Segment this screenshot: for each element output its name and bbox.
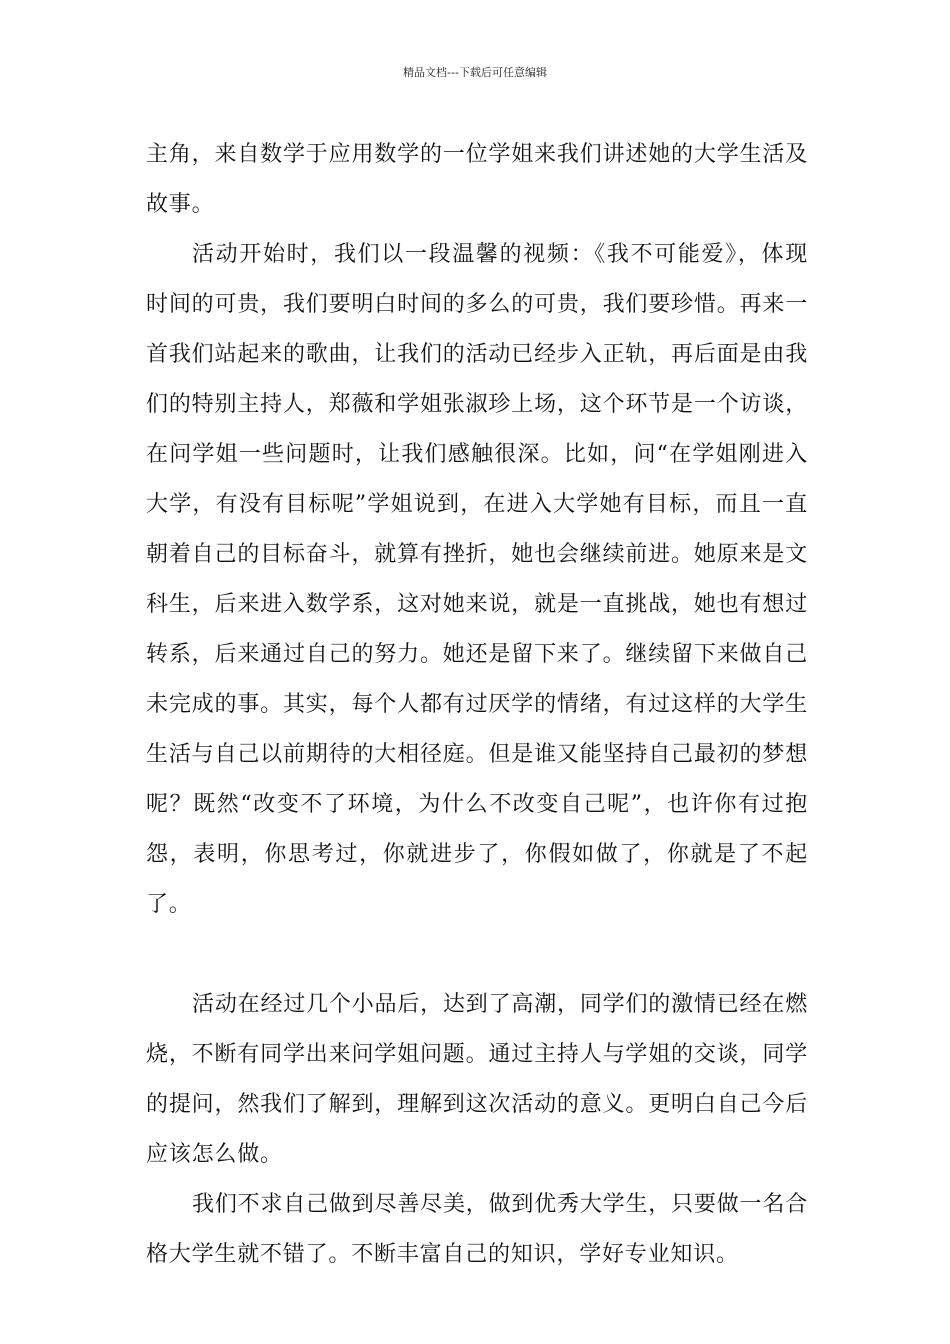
document-body: [146, 130, 808, 1280]
paragraph-conclusion: 我们不求自己做到尽善尽美，做到优秀大学生，只要做一名合格大学生就不错了。不断丰富自己的知识，学好专业知识。: [146, 1192, 808, 1267]
paragraph-activity-start: 活动开始时，我们以一段温馨的视频：《我不可能爱》，体现时间的可贵，我们要明白时间的多么的可贵，我们要珍惜。再来一首我们站起来的歌曲，让我们的活动已经步入正轨，再后面是由我们的特别主持人，郑薇和学姐张淑珍上场，这个环节是一个访谈，在问学姐一些问题时，让我们感触很深。比如，问“在学姐刚进入大学，有没有目标呢”学姐说到，在进入大学她有目标，而且一直朝着自己的目标奋斗，就算有挫折，她也会继续前进。她原来是文科生，后来进入数学系，这对她来说，就是一直挑战，她也有想过转系，后来通过自己的努力。她还是留下来了。继续留下来做自己未完成的事。其实，每个人都有过厌学的情绪，有过这样的大学生生活与自己以前期待的大相径庭。但是谁又能坚持自己最初的梦想呢？既然“改变不了环境，为什么不改变自己呢”，也许你有过抱怨，表明，你思考过，你就进步了，你假如做了，你就是了不起了。: [146, 242, 808, 917]
paragraph-gap: [146, 930, 808, 980]
paragraph-climax: 活动在经过几个小品后，达到了高潮，同学们的激情已经在燃烧，不断有同学出来问学姐问题。通过主持人与学姐的交谈，同学的提问，然我们了解到，理解到这次活动的意义。更明白自己今后应该怎么做。: [146, 992, 808, 1167]
page-header: 精品文档---下载后可任意编辑: [403, 66, 547, 79]
paragraph-intro: 主角，来自数学于应用数学的一位学姐来我们讲述她的大学生活及故事。: [146, 142, 808, 217]
